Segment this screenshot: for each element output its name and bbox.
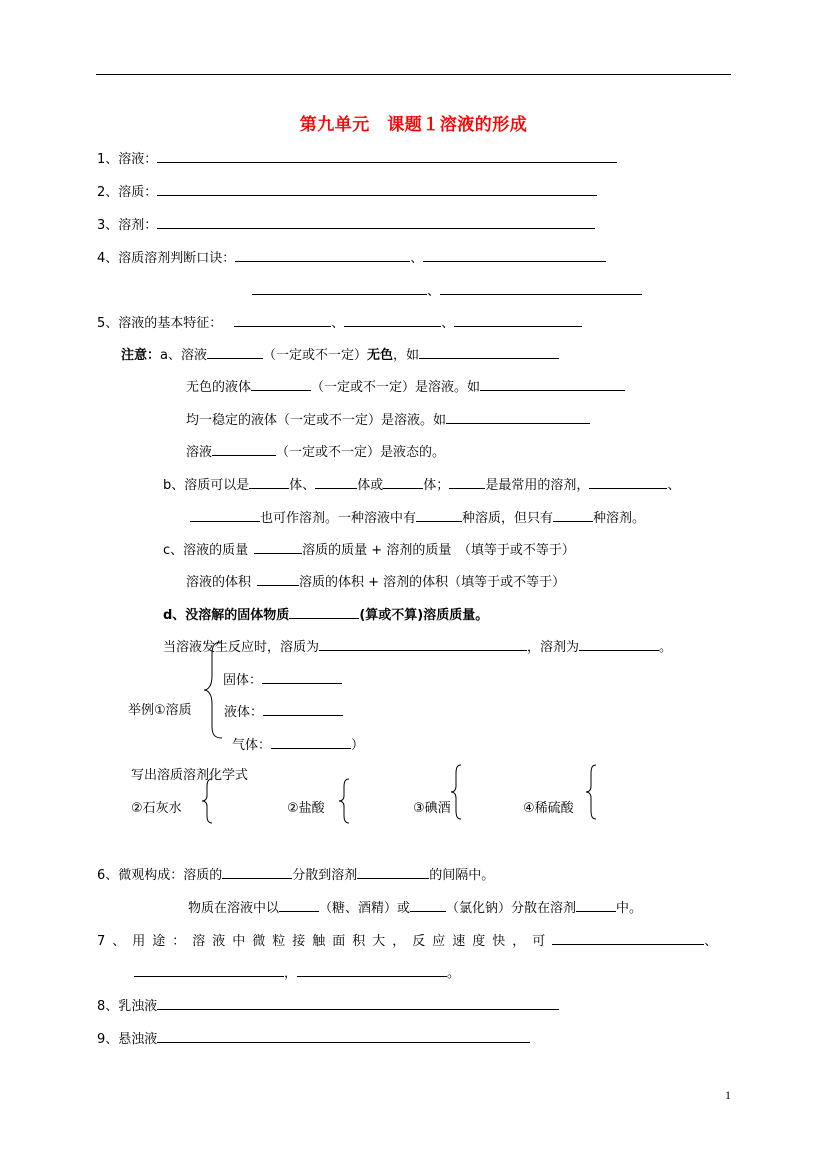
note-b-text: 体、 xyxy=(289,478,316,493)
separator: 、 xyxy=(331,316,345,331)
liquid-label: 液体： xyxy=(224,705,264,720)
q7-text: 7、用途：溶液中微粒接触面积大，反应速度快，可 xyxy=(97,934,553,949)
separator: 、 xyxy=(427,284,441,299)
question-7 xyxy=(97,932,724,950)
question-1 xyxy=(97,150,617,168)
question-5 xyxy=(97,314,582,332)
note-a-text: （一定或不一定） xyxy=(262,348,367,363)
q6b-text: （氯化钠）分散在溶剂 xyxy=(446,901,577,916)
q4-blank-1[interactable] xyxy=(235,249,410,262)
q6b-text: （糖、酒精）或 xyxy=(319,901,411,916)
note-a-line3 xyxy=(186,411,590,429)
separator: 、 xyxy=(704,934,725,949)
note-a2-text: （一定或不一定）是溶液。如 xyxy=(311,380,481,395)
note-d-text: d、没溶解的固体物质 xyxy=(163,608,290,623)
note-a-line2 xyxy=(186,378,625,396)
question-6 xyxy=(97,866,494,884)
note-b-line2 xyxy=(190,509,645,527)
page-title: 第九单元 课题１溶液的形成 xyxy=(299,115,528,135)
note-b2-text: 也可作溶剂。一种溶液中有 xyxy=(260,511,417,526)
note-a-line4 xyxy=(186,443,445,461)
note-a4-text: 溶液 xyxy=(186,445,213,460)
q8-label: 8、乳浊液 xyxy=(97,999,158,1014)
q3-blank[interactable] xyxy=(157,216,595,229)
question-7-line2 xyxy=(134,964,460,982)
gas-line xyxy=(232,736,364,754)
q1-blank[interactable] xyxy=(157,150,617,163)
q6-text: 的间隔中。 xyxy=(429,868,495,883)
gas-end: ） xyxy=(351,738,365,753)
q6b-blank-3[interactable] xyxy=(576,899,616,912)
note-a2-text: 无色的液体 xyxy=(186,380,252,395)
note-a xyxy=(121,346,559,364)
note-a4-blank[interactable] xyxy=(212,443,276,456)
example-dilute-sulfuric: ④稀硫酸 xyxy=(523,801,574,816)
note-b2-text: 种溶剂。 xyxy=(593,511,646,526)
separator: 、 xyxy=(441,316,455,331)
left-brace-icon xyxy=(584,764,598,820)
q6-blank-1[interactable] xyxy=(222,866,292,879)
note-a2-blank-1[interactable] xyxy=(251,378,311,391)
note-c-text: 溶质的质量 + 溶剂的质量 （填等于或不等于） xyxy=(302,543,575,558)
question-4 xyxy=(97,249,606,267)
reaction-blank-2[interactable] xyxy=(579,638,659,651)
q2-label: 2、溶质： xyxy=(97,185,158,200)
q4-blank-2[interactable] xyxy=(423,249,606,262)
liquid-line xyxy=(224,703,343,721)
q4-blank-3[interactable] xyxy=(252,282,427,295)
note-a-bold: 无色 xyxy=(367,348,394,363)
example-iodine-tincture: ③碘酒 xyxy=(413,801,451,816)
page-number: 1 xyxy=(725,1088,731,1102)
q5-blank-1[interactable] xyxy=(234,314,331,327)
q5-blank-2[interactable] xyxy=(344,314,441,327)
note-b-blank-5[interactable] xyxy=(589,476,667,489)
q9-label: 9、悬浊液 xyxy=(97,1032,158,1047)
q7-end: 。 xyxy=(447,966,461,981)
note-a-blank-1[interactable] xyxy=(207,346,263,359)
note-d-text: (算或不算)溶质质量。 xyxy=(359,608,489,623)
left-brace-icon xyxy=(337,778,351,824)
left-brace-icon xyxy=(449,764,463,820)
q6b-text: 物质在溶液中以 xyxy=(188,901,280,916)
q4-label: 4、溶质溶剂判断口诀： xyxy=(97,251,236,266)
note-a4-text: （一定或不一定）是液态的。 xyxy=(276,445,446,460)
q6-text: 6、微观构成：溶质的 xyxy=(97,868,223,883)
note-c2-text: 溶液的体积 xyxy=(186,575,252,590)
q6b-blank-2[interactable] xyxy=(410,899,446,912)
note-b-blank-4[interactable] xyxy=(449,476,485,489)
note-a-blank-2[interactable] xyxy=(419,346,559,359)
note-c-line2 xyxy=(186,573,565,591)
q7-blank-1[interactable] xyxy=(552,932,704,945)
q5-blank-3[interactable] xyxy=(454,314,582,327)
q6b-text: 中。 xyxy=(616,901,643,916)
note-b2-blank-2[interactable] xyxy=(416,509,462,522)
question-8 xyxy=(97,997,559,1015)
note-c-blank[interactable] xyxy=(254,541,302,554)
q6-text: 分散到溶剂 xyxy=(292,868,358,883)
note-b-blank-2[interactable] xyxy=(315,476,357,489)
left-brace-icon xyxy=(200,778,214,824)
q8-blank[interactable] xyxy=(157,997,559,1010)
write-formula-label: 写出溶质溶剂化学式 xyxy=(131,768,249,783)
q2-blank[interactable] xyxy=(157,183,597,196)
gas-blank[interactable] xyxy=(271,736,351,749)
solid-line xyxy=(223,671,342,689)
q7-comma: ， xyxy=(284,966,298,981)
question-2 xyxy=(97,183,597,201)
q1-label: 1、溶液： xyxy=(97,152,158,167)
note-b xyxy=(163,476,680,494)
solid-blank[interactable] xyxy=(262,671,342,684)
question-3 xyxy=(97,216,595,234)
q3-label: 3、溶剂： xyxy=(97,218,158,233)
q6b-blank-1[interactable] xyxy=(279,899,319,912)
example-label: 举例①溶质 xyxy=(128,703,192,718)
separator: 、 xyxy=(667,478,681,493)
example-limewater: ②石灰水 xyxy=(131,801,182,816)
q7-blank-2[interactable] xyxy=(134,964,284,977)
note-d-blank[interactable] xyxy=(289,606,359,619)
q6-blank-2[interactable] xyxy=(357,866,429,879)
note-a2-blank-2[interactable] xyxy=(480,378,625,391)
question-6-line2 xyxy=(188,899,642,917)
question-9 xyxy=(97,1030,530,1048)
question-4-line2 xyxy=(252,282,642,300)
reaction-blank-1[interactable] xyxy=(319,638,527,651)
q9-blank[interactable] xyxy=(157,1030,530,1043)
header-rule xyxy=(96,74,731,75)
note-b-blank-3[interactable] xyxy=(383,476,423,489)
q7-blank-3[interactable] xyxy=(297,964,447,977)
example-hydrochloric: ②盐酸 xyxy=(287,801,325,816)
note-c-text: c、溶液的质量 xyxy=(163,543,249,558)
q4-blank-4[interactable] xyxy=(440,282,642,295)
note-b2-text: 种溶质，但只有 xyxy=(462,511,554,526)
note-b-text: b、溶质可以是 xyxy=(163,478,250,493)
note-b-text: 体； xyxy=(423,478,450,493)
note-label: 注意： xyxy=(121,348,161,363)
separator: 、 xyxy=(410,251,424,266)
q5-label: 5、溶液的基本特征： xyxy=(97,316,223,331)
reaction-text: 当溶液发生反应时，溶质为 xyxy=(163,640,320,655)
note-b-blank-1[interactable] xyxy=(249,476,289,489)
note-b2-blank-1[interactable] xyxy=(190,509,260,522)
note-a-text: ，如 xyxy=(393,348,420,363)
reaction-text: ，溶剂为 xyxy=(527,640,580,655)
note-c2-text: 溶质的体积 + 溶剂的体积（填等于或不等于） xyxy=(299,575,566,590)
gas-label: 气体： xyxy=(232,738,272,753)
note-c2-blank[interactable] xyxy=(257,573,299,586)
reaction-text: 。 xyxy=(659,640,673,655)
note-b-text: 体或 xyxy=(357,478,384,493)
reaction-line xyxy=(163,638,672,656)
note-b2-blank-3[interactable] xyxy=(553,509,593,522)
left-brace-icon xyxy=(202,640,224,740)
note-a-text: a、溶液 xyxy=(160,348,207,363)
liquid-blank[interactable] xyxy=(263,703,343,716)
note-a3-blank[interactable] xyxy=(446,411,590,424)
note-d xyxy=(163,606,488,624)
note-b-text: 是最常用的溶剂， xyxy=(485,478,590,493)
solid-label: 固体： xyxy=(223,673,263,688)
note-a3-text: 均一稳定的液体（一定或不一定）是溶液。如 xyxy=(186,413,447,428)
note-c xyxy=(163,541,575,559)
